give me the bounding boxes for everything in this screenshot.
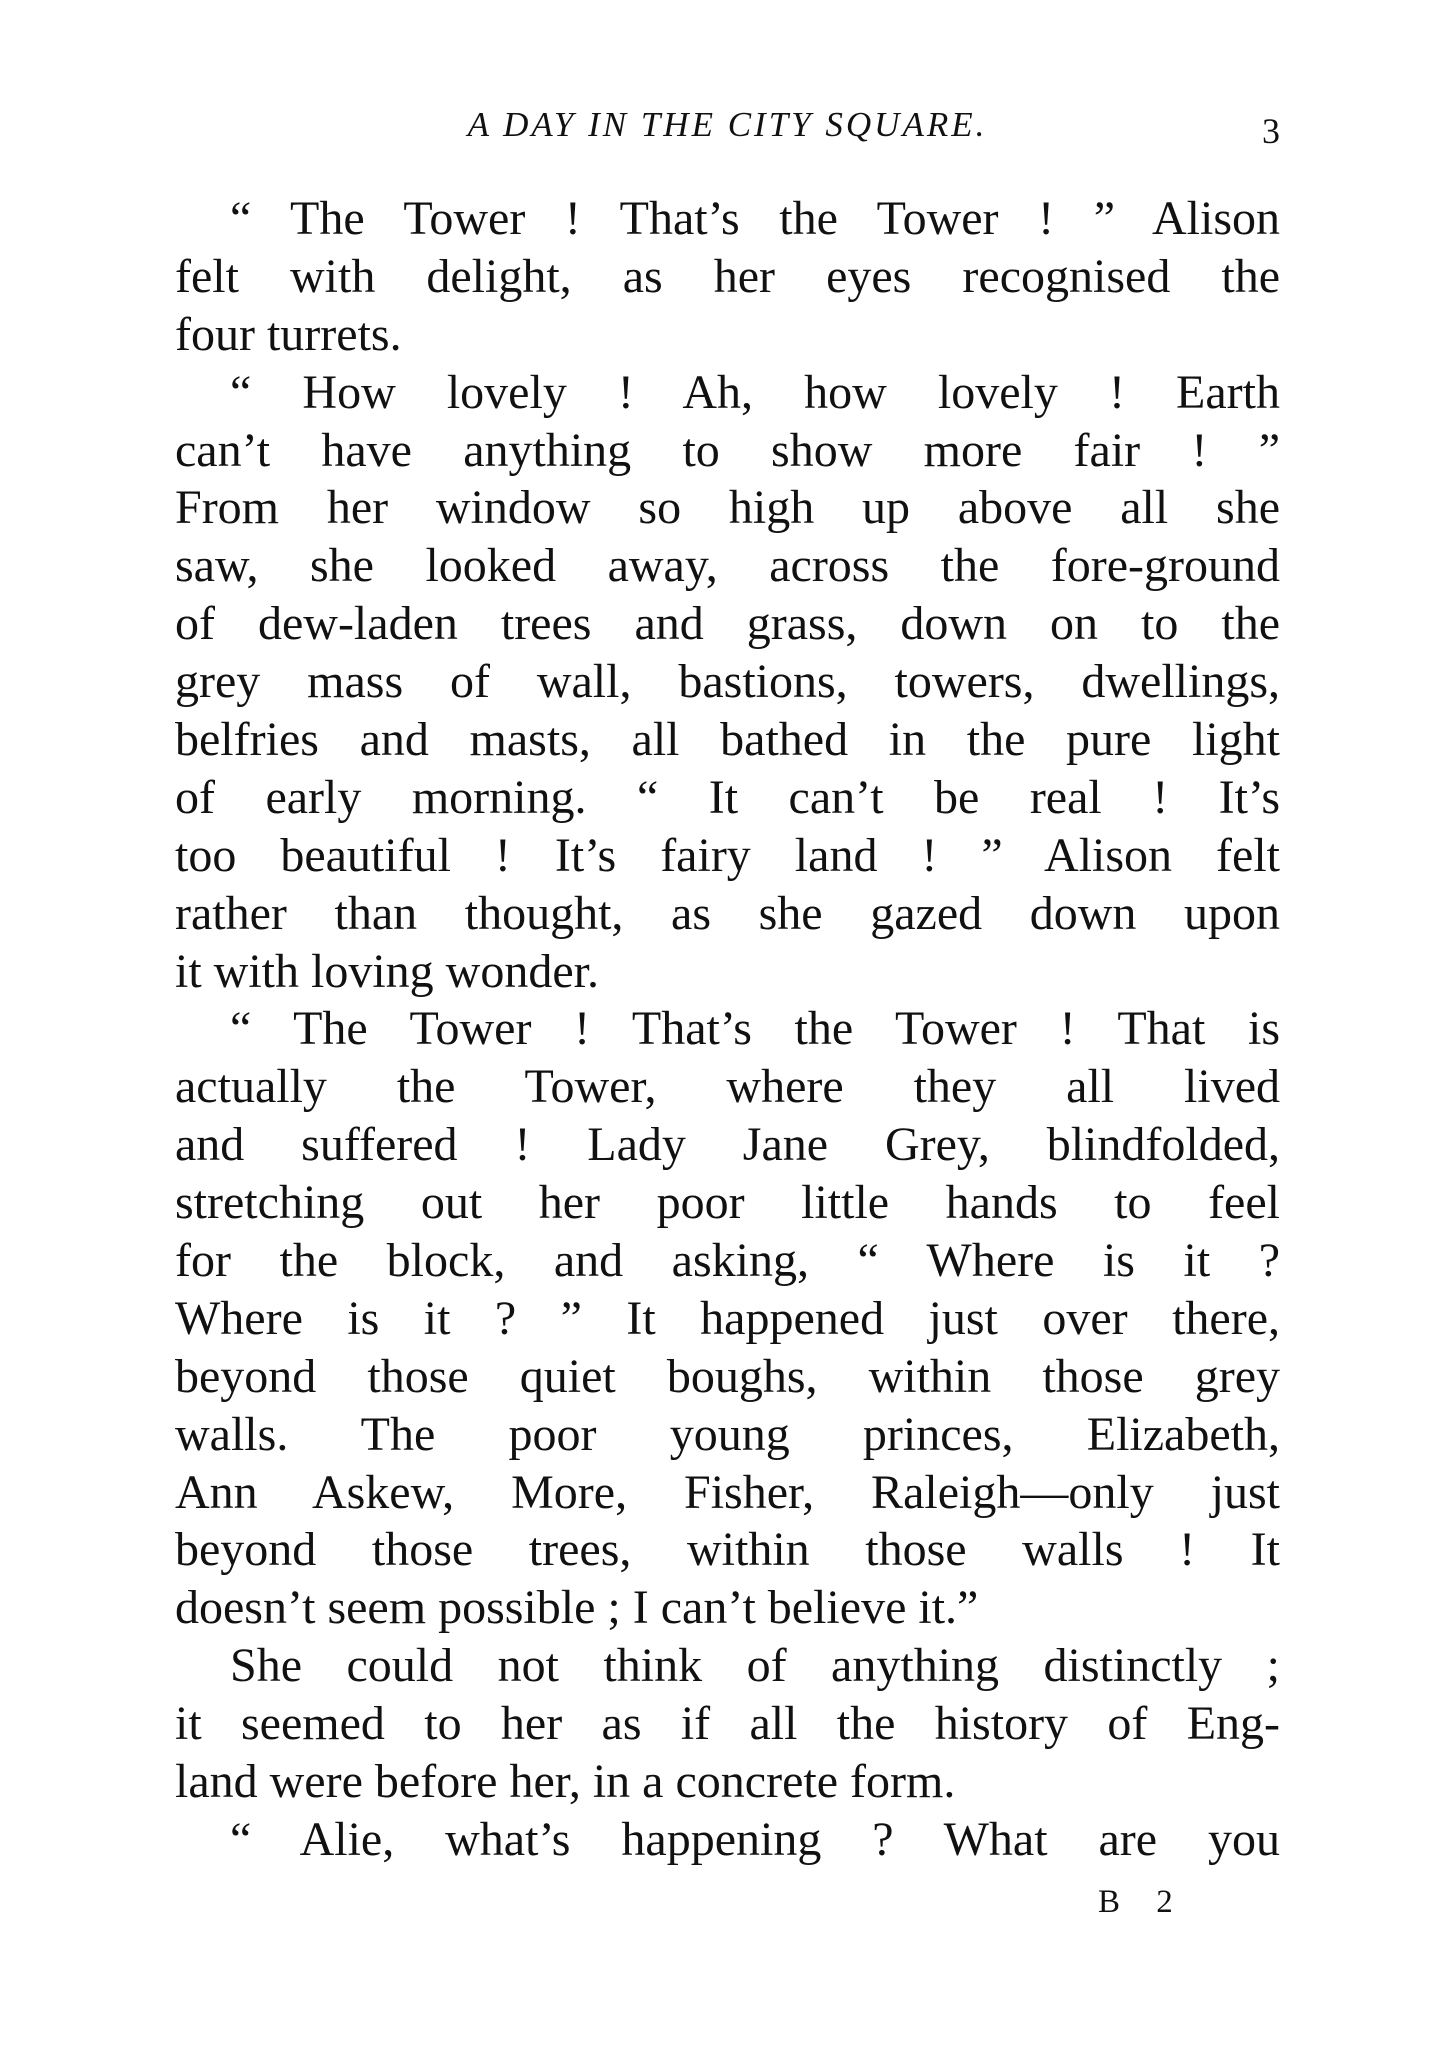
text-line: belfries and masts, all bathed in the pure light	[175, 713, 1280, 767]
text-line: She could not think of anything distinctly ;	[230, 1639, 1280, 1693]
text-line: it with loving wonder.	[175, 944, 599, 998]
text-line: beyond those trees, within those walls ! It	[175, 1523, 1280, 1577]
text-line: saw, she looked away, across the fore-ground	[175, 539, 1280, 593]
text-line: “ The Tower ! That’s the Tower ! ” Alison	[230, 192, 1280, 245]
text-line: felt with delight, as her eyes recognised the	[175, 249, 1280, 303]
text-line: can’t have anything to show more fair ! ”	[175, 423, 1280, 477]
text-line: “ How lovely ! Ah, how lovely ! Earth	[230, 365, 1280, 419]
text-line: for the block, and asking, “ Where is it ?	[175, 1234, 1280, 1288]
page-number: 3	[1262, 111, 1280, 151]
text-line: From her window so high up above all she	[175, 481, 1280, 535]
text-line: stretching out her poor little hands to feel	[175, 1176, 1280, 1230]
text-line: of early morning. “ It can’t be real ! It’s	[175, 770, 1280, 824]
body-text	[175, 190, 1280, 1869]
text-line: actually the Tower, where they all lived	[175, 1060, 1280, 1114]
text-line: doesn’t seem possible ; I can’t believe it.”	[175, 1581, 979, 1635]
text-line: too beautiful ! It’s fairy land ! ” Alison felt	[175, 828, 1280, 882]
text-line: Where is it ? ” It happened just over there,	[175, 1291, 1280, 1345]
text-line: grey mass of wall, bastions, towers, dwellings,	[175, 655, 1280, 709]
text-line: “ Alie, what’s happening ? What are you	[230, 1812, 1280, 1866]
running-title: A DAY IN THE CITY SQUARE.	[467, 105, 988, 144]
text-line: of dew-laden trees and grass, down on to the	[175, 597, 1280, 651]
text-line: it seemed to her as if all the history of Eng-	[175, 1697, 1280, 1751]
text-line: beyond those quiet boughs, within those grey	[175, 1349, 1280, 1403]
text-line: walls. The poor young princes, Elizabeth,	[175, 1407, 1280, 1461]
text-line: Ann Askew, More, Fisher, Raleigh—only just	[175, 1465, 1280, 1519]
text-line: rather than thought, as she gazed down upon	[175, 886, 1280, 940]
text-line: “ The Tower ! That’s the Tower ! That is	[230, 1002, 1280, 1056]
text-line: and suffered ! Lady Jane Grey, blindfolded,	[175, 1118, 1280, 1172]
text-line: four turrets.	[175, 307, 402, 361]
text-line: land were before her, in a concrete form.	[175, 1755, 956, 1809]
running-head	[175, 100, 1280, 150]
signature-mark: B 2	[1098, 1884, 1187, 1920]
